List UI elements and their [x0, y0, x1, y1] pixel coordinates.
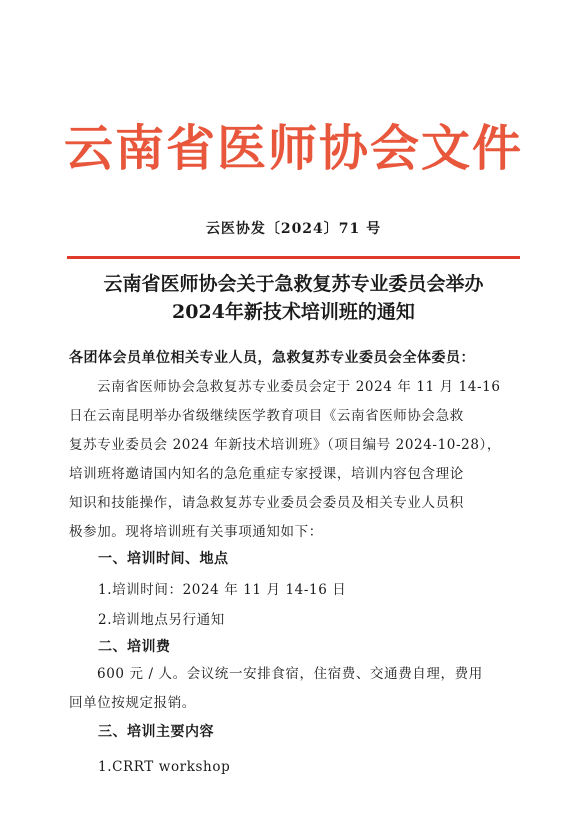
salutation: 各团体会员单位相关专业人员，急救复苏专业委员会全体委员：: [69, 350, 475, 366]
section-heading-content: 三、培训主要内容: [98, 724, 214, 740]
fee-line: 回单位按规定报销。: [69, 695, 196, 711]
section-item-training-time: 1.培训时间：2024 年 11 月 14-16 日: [98, 582, 347, 598]
notice-title: [0, 270, 587, 326]
section-item-training-location: 2.培训地点另行通知: [98, 612, 225, 628]
document-number: 云医协发〔2024〕71 号: [205, 221, 382, 237]
intro-paragraph: [69, 373, 521, 547]
intro-line: 知识和技能操作，请急救复苏专业委员会委员及相关专业人员积: [69, 495, 464, 511]
notice-title-line-1: 云南省医师协会关于急救复苏专业委员会举办: [103, 273, 484, 295]
fee-paragraph: [69, 660, 521, 718]
intro-line: 极参加。现将培训班有关事项通知如下：: [69, 524, 323, 540]
section-heading-fee: 二、培训费: [98, 639, 171, 655]
intro-line: 日在云南昆明举办省级继续医学教育项目《云南省医师协会急救: [69, 408, 464, 424]
intro-line: 复苏专业委员会 2024 年新技术培训班》（项目编号 2024-10-28），: [69, 437, 501, 453]
intro-line: 培训班将邀请国内知名的急危重症专家授课，培训内容包含理论: [69, 466, 464, 482]
intro-line: 云南省医师协会急救复苏专业委员会定于 2024 年 11 月 14-16: [97, 379, 501, 395]
fee-line: 600 元 / 人。会议统一安排食宿，住宿费、交通费自理，费用: [97, 666, 483, 682]
section-item-crrt-workshop: 1.CRRT workshop: [98, 759, 231, 775]
masthead-title: 云南省医师协会文件: [63, 119, 523, 177]
section-heading-time-location: 一、培训时间、地点: [98, 551, 229, 567]
notice-title-line-2: 2024年新技术培训班的通知: [172, 301, 415, 323]
red-divider-rule: [67, 256, 520, 259]
